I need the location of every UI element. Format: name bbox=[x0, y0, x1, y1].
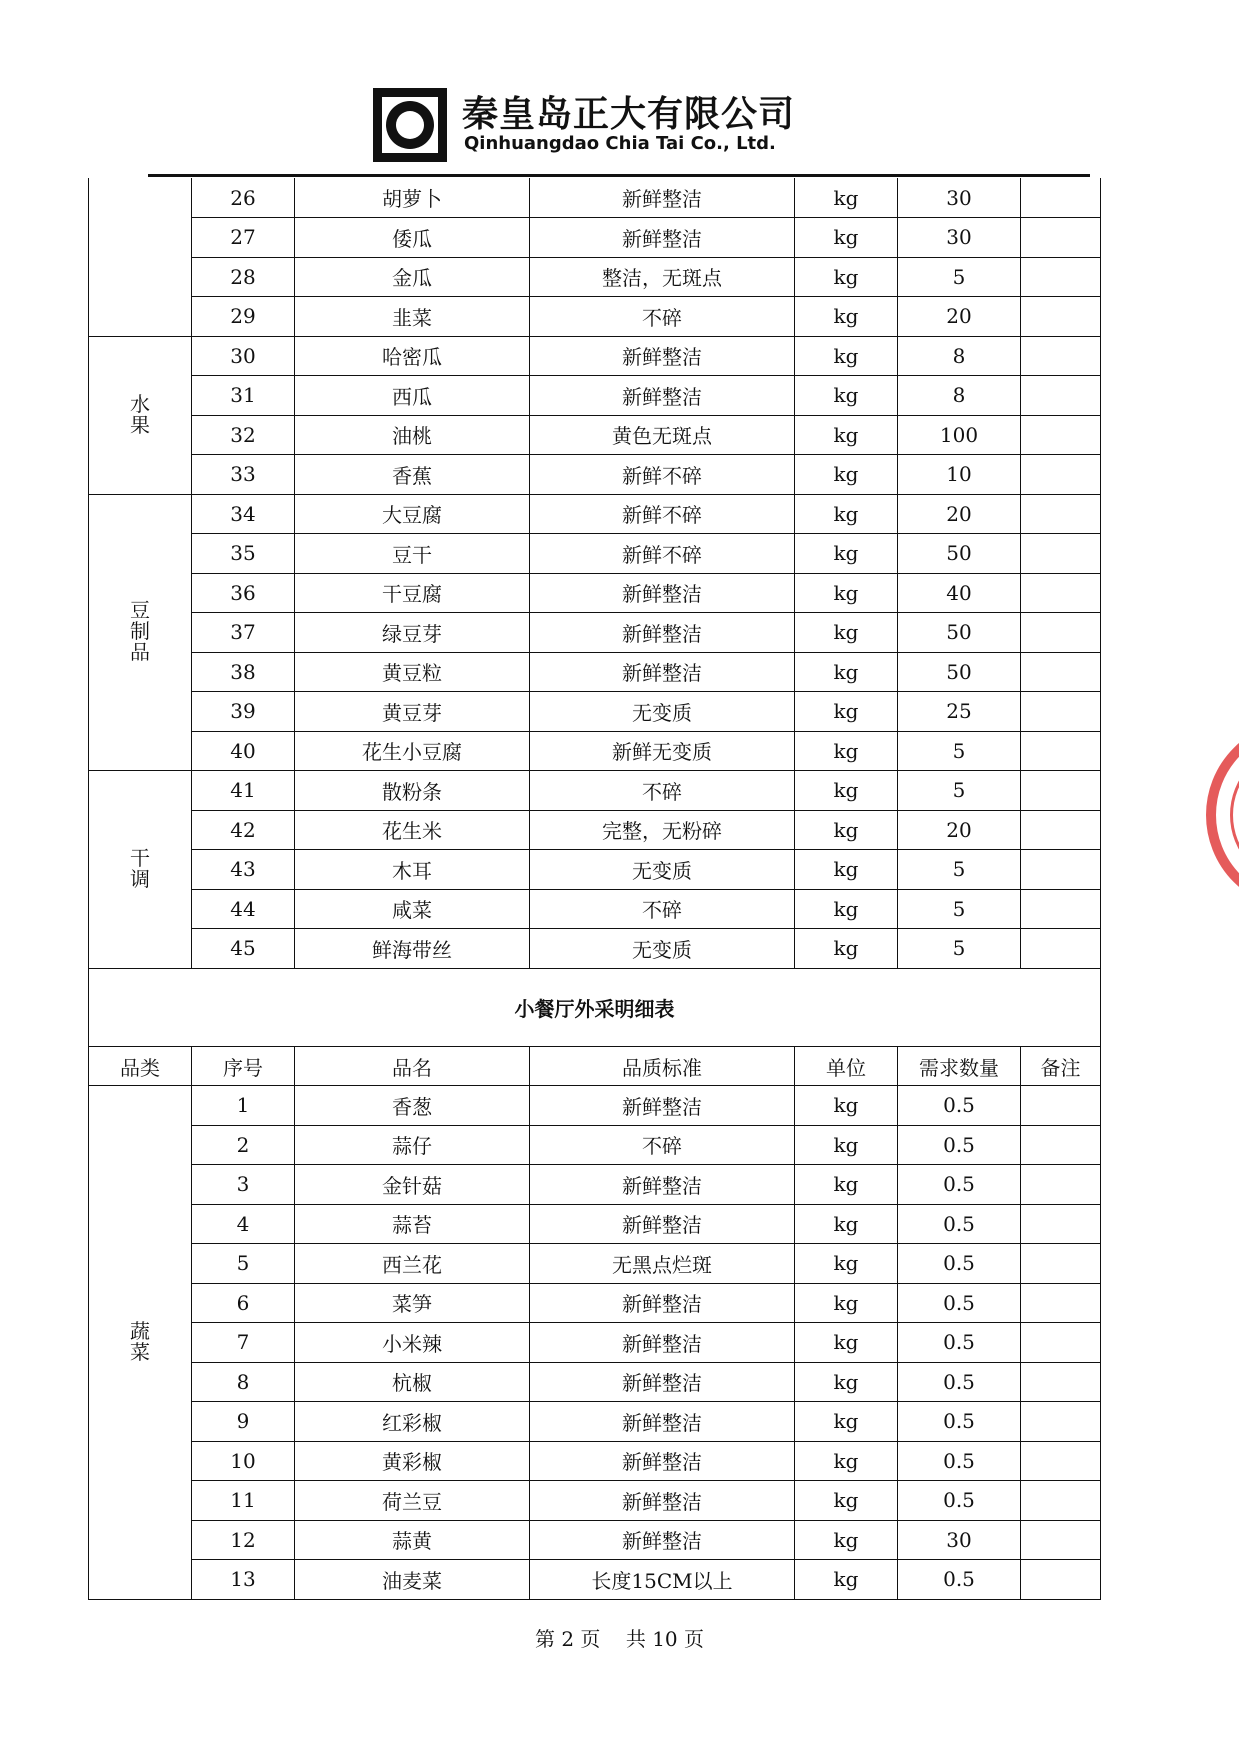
quality-standard: 不碎 bbox=[530, 889, 795, 929]
unit: kg bbox=[795, 1323, 898, 1363]
row-number: 11 bbox=[192, 1481, 295, 1521]
unit: kg bbox=[795, 652, 898, 692]
unit: kg bbox=[795, 1244, 898, 1284]
quality-standard: 新鲜整洁 bbox=[530, 1283, 795, 1323]
quality-standard: 无变质 bbox=[530, 692, 795, 732]
item-name: 蒜苔 bbox=[295, 1204, 530, 1244]
item-name: 小米辣 bbox=[295, 1323, 530, 1363]
table-row bbox=[89, 415, 1101, 455]
row-number: 32 bbox=[192, 415, 295, 455]
required-quantity: 0.5 bbox=[898, 1204, 1021, 1244]
column-header: 序号 bbox=[192, 1047, 295, 1086]
unit: kg bbox=[795, 573, 898, 613]
unit: kg bbox=[795, 613, 898, 653]
item-name: 菜笋 bbox=[295, 1283, 530, 1323]
table-row bbox=[89, 218, 1101, 258]
remark bbox=[1021, 1204, 1101, 1244]
unit: kg bbox=[795, 297, 898, 337]
item-name: 豆干 bbox=[295, 534, 530, 574]
quality-standard: 新鲜整洁 bbox=[530, 1323, 795, 1363]
required-quantity: 20 bbox=[898, 494, 1021, 534]
row-number: 39 bbox=[192, 692, 295, 732]
item-name: 金针菇 bbox=[295, 1165, 530, 1205]
required-quantity: 20 bbox=[898, 810, 1021, 850]
item-name: 黄豆粒 bbox=[295, 652, 530, 692]
table-row bbox=[89, 1125, 1101, 1165]
category-cell bbox=[89, 494, 192, 771]
item-name: 香蕉 bbox=[295, 455, 530, 495]
row-number: 6 bbox=[192, 1283, 295, 1323]
row-number: 30 bbox=[192, 336, 295, 376]
required-quantity: 0.5 bbox=[898, 1402, 1021, 1442]
quality-standard: 新鲜整洁 bbox=[530, 376, 795, 416]
quality-standard: 新鲜整洁 bbox=[530, 1165, 795, 1205]
category-label: 蔬菜 bbox=[130, 1318, 150, 1364]
table-row bbox=[89, 1402, 1101, 1442]
item-name: 咸菜 bbox=[295, 889, 530, 929]
unit: kg bbox=[795, 1362, 898, 1402]
category-label: 水果 bbox=[130, 391, 150, 437]
unit: kg bbox=[795, 771, 898, 811]
remark bbox=[1021, 1481, 1101, 1521]
row-number: 4 bbox=[192, 1204, 295, 1244]
item-name: 哈密瓜 bbox=[295, 336, 530, 376]
remark bbox=[1021, 929, 1101, 969]
quality-standard: 新鲜整洁 bbox=[530, 1086, 795, 1126]
remark bbox=[1021, 178, 1101, 218]
unit: kg bbox=[795, 178, 898, 218]
required-quantity: 50 bbox=[898, 534, 1021, 574]
quality-standard: 新鲜整洁 bbox=[530, 336, 795, 376]
quality-standard: 无变质 bbox=[530, 850, 795, 890]
required-quantity: 0.5 bbox=[898, 1323, 1021, 1363]
table-row bbox=[89, 652, 1101, 692]
table-row bbox=[89, 692, 1101, 732]
unit: kg bbox=[795, 889, 898, 929]
row-number: 34 bbox=[192, 494, 295, 534]
table-row bbox=[89, 257, 1101, 297]
quality-standard: 新鲜不碎 bbox=[530, 534, 795, 574]
row-number: 7 bbox=[192, 1323, 295, 1363]
quality-standard: 无黑点烂斑 bbox=[530, 1244, 795, 1284]
table-row bbox=[89, 613, 1101, 653]
row-number: 2 bbox=[192, 1125, 295, 1165]
required-quantity: 0.5 bbox=[898, 1481, 1021, 1521]
table-row bbox=[89, 1481, 1101, 1521]
quality-standard: 新鲜不碎 bbox=[530, 455, 795, 495]
table-row bbox=[89, 455, 1101, 495]
row-number: 41 bbox=[192, 771, 295, 811]
row-number: 37 bbox=[192, 613, 295, 653]
item-name: 胡萝卜 bbox=[295, 178, 530, 218]
category-label: 豆制品 bbox=[130, 598, 150, 665]
table-row bbox=[89, 1165, 1101, 1205]
header-divider bbox=[148, 174, 1090, 177]
required-quantity: 0.5 bbox=[898, 1125, 1021, 1165]
quality-standard: 完整，无粉碎 bbox=[530, 810, 795, 850]
unit: kg bbox=[795, 692, 898, 732]
unit: kg bbox=[795, 1481, 898, 1521]
table-row bbox=[89, 336, 1101, 376]
row-number: 8 bbox=[192, 1362, 295, 1402]
table-row bbox=[89, 810, 1101, 850]
remark bbox=[1021, 1362, 1101, 1402]
required-quantity: 8 bbox=[898, 376, 1021, 416]
quality-standard: 不碎 bbox=[530, 771, 795, 811]
item-name: 油麦菜 bbox=[295, 1560, 530, 1600]
unit: kg bbox=[795, 810, 898, 850]
required-quantity: 10 bbox=[898, 455, 1021, 495]
unit: kg bbox=[795, 1165, 898, 1205]
required-quantity: 0.5 bbox=[898, 1244, 1021, 1284]
item-name: 花生米 bbox=[295, 810, 530, 850]
remark bbox=[1021, 297, 1101, 337]
table-row bbox=[89, 1441, 1101, 1481]
company-name-en: Qinhuangdao Chia Tai Co., Ltd. bbox=[464, 133, 776, 154]
remark bbox=[1021, 692, 1101, 732]
unit: kg bbox=[795, 218, 898, 258]
table-row bbox=[89, 534, 1101, 574]
quality-standard: 无变质 bbox=[530, 929, 795, 969]
item-name: 鲜海带丝 bbox=[295, 929, 530, 969]
row-number: 43 bbox=[192, 850, 295, 890]
table-row bbox=[89, 1323, 1101, 1363]
item-name: 黄豆芽 bbox=[295, 692, 530, 732]
required-quantity: 25 bbox=[898, 692, 1021, 732]
quality-standard: 新鲜整洁 bbox=[530, 573, 795, 613]
unit: kg bbox=[795, 1560, 898, 1600]
column-header: 单位 bbox=[795, 1047, 898, 1086]
table-row bbox=[89, 494, 1101, 534]
unit: kg bbox=[795, 929, 898, 969]
row-number: 29 bbox=[192, 297, 295, 337]
item-name: 散粉条 bbox=[295, 771, 530, 811]
unit: kg bbox=[795, 534, 898, 574]
required-quantity: 100 bbox=[898, 415, 1021, 455]
unit: kg bbox=[795, 415, 898, 455]
row-number: 10 bbox=[192, 1441, 295, 1481]
item-name: 香葱 bbox=[295, 1086, 530, 1126]
column-header: 品名 bbox=[295, 1047, 530, 1086]
unit: kg bbox=[795, 1402, 898, 1442]
table-row bbox=[89, 731, 1101, 771]
unit: kg bbox=[795, 1086, 898, 1126]
required-quantity: 5 bbox=[898, 257, 1021, 297]
unit: kg bbox=[795, 731, 898, 771]
required-quantity: 5 bbox=[898, 850, 1021, 890]
required-quantity: 5 bbox=[898, 889, 1021, 929]
remark bbox=[1021, 494, 1101, 534]
required-quantity: 40 bbox=[898, 573, 1021, 613]
required-quantity: 0.5 bbox=[898, 1283, 1021, 1323]
remark bbox=[1021, 1125, 1101, 1165]
quality-standard: 不碎 bbox=[530, 1125, 795, 1165]
unit: kg bbox=[795, 1520, 898, 1560]
required-quantity: 0.5 bbox=[898, 1165, 1021, 1205]
remark bbox=[1021, 1165, 1101, 1205]
unit: kg bbox=[795, 257, 898, 297]
required-quantity: 5 bbox=[898, 929, 1021, 969]
table-row bbox=[89, 573, 1101, 613]
item-name: 西瓜 bbox=[295, 376, 530, 416]
required-quantity: 5 bbox=[898, 731, 1021, 771]
item-name: 干豆腐 bbox=[295, 573, 530, 613]
unit: kg bbox=[795, 1283, 898, 1323]
required-quantity: 20 bbox=[898, 297, 1021, 337]
remark bbox=[1021, 613, 1101, 653]
table-row bbox=[89, 1520, 1101, 1560]
remark bbox=[1021, 1323, 1101, 1363]
row-number: 12 bbox=[192, 1520, 295, 1560]
remark bbox=[1021, 652, 1101, 692]
item-name: 黄彩椒 bbox=[295, 1441, 530, 1481]
remark bbox=[1021, 810, 1101, 850]
unit: kg bbox=[795, 1441, 898, 1481]
item-name: 油桃 bbox=[295, 415, 530, 455]
item-name: 金瓜 bbox=[295, 257, 530, 297]
company-logo-mark bbox=[373, 88, 447, 162]
company-name-cn: 秦皇岛正大有限公司 bbox=[462, 94, 796, 135]
item-name: 大豆腐 bbox=[295, 494, 530, 534]
row-number: 44 bbox=[192, 889, 295, 929]
remark bbox=[1021, 1520, 1101, 1560]
item-name: 蒜仔 bbox=[295, 1125, 530, 1165]
row-number: 13 bbox=[192, 1560, 295, 1600]
row-number: 31 bbox=[192, 376, 295, 416]
item-name: 倭瓜 bbox=[295, 218, 530, 258]
remark bbox=[1021, 1441, 1101, 1481]
procurement-table-continued bbox=[88, 178, 1101, 969]
unit: kg bbox=[795, 336, 898, 376]
row-number: 42 bbox=[192, 810, 295, 850]
remark bbox=[1021, 850, 1101, 890]
item-name: 红彩椒 bbox=[295, 1402, 530, 1442]
table-row bbox=[89, 1283, 1101, 1323]
row-number: 45 bbox=[192, 929, 295, 969]
row-number: 28 bbox=[192, 257, 295, 297]
remark bbox=[1021, 376, 1101, 416]
row-number: 36 bbox=[192, 573, 295, 613]
remark bbox=[1021, 534, 1101, 574]
required-quantity: 8 bbox=[898, 336, 1021, 376]
quality-standard: 新鲜整洁 bbox=[530, 1520, 795, 1560]
table-row bbox=[89, 850, 1101, 890]
quality-standard: 黄色无斑点 bbox=[530, 415, 795, 455]
remark bbox=[1021, 218, 1101, 258]
small-restaurant-procurement-table bbox=[88, 968, 1101, 1600]
quality-standard: 新鲜整洁 bbox=[530, 178, 795, 218]
category-cell bbox=[89, 1086, 192, 1600]
column-header: 备注 bbox=[1021, 1047, 1101, 1086]
table-row bbox=[89, 1086, 1101, 1126]
row-number: 9 bbox=[192, 1402, 295, 1442]
unit: kg bbox=[795, 455, 898, 495]
item-name: 木耳 bbox=[295, 850, 530, 890]
row-number: 5 bbox=[192, 1244, 295, 1284]
quality-standard: 整洁，无斑点 bbox=[530, 257, 795, 297]
quality-standard: 新鲜整洁 bbox=[530, 1402, 795, 1442]
required-quantity: 30 bbox=[898, 1520, 1021, 1560]
row-number: 40 bbox=[192, 731, 295, 771]
quality-standard: 新鲜整洁 bbox=[530, 1441, 795, 1481]
row-number: 35 bbox=[192, 534, 295, 574]
required-quantity: 50 bbox=[898, 652, 1021, 692]
category-cell bbox=[89, 178, 192, 336]
remark bbox=[1021, 889, 1101, 929]
required-quantity: 50 bbox=[898, 613, 1021, 653]
item-name: 韭菜 bbox=[295, 297, 530, 337]
table-row bbox=[89, 178, 1101, 218]
required-quantity: 30 bbox=[898, 178, 1021, 218]
item-name: 绿豆芽 bbox=[295, 613, 530, 653]
category-cell bbox=[89, 336, 192, 494]
table-row bbox=[89, 1362, 1101, 1402]
row-number: 27 bbox=[192, 218, 295, 258]
row-number: 26 bbox=[192, 178, 295, 218]
quality-standard: 新鲜整洁 bbox=[530, 1362, 795, 1402]
quality-standard: 新鲜整洁 bbox=[530, 218, 795, 258]
column-header: 品质标准 bbox=[530, 1047, 795, 1086]
item-name: 荷兰豆 bbox=[295, 1481, 530, 1521]
remark bbox=[1021, 1560, 1101, 1600]
company-seal-stamp bbox=[1206, 720, 1239, 910]
quality-standard: 长度15CM以上 bbox=[530, 1560, 795, 1600]
remark bbox=[1021, 415, 1101, 455]
remark bbox=[1021, 1244, 1101, 1284]
remark bbox=[1021, 336, 1101, 376]
item-name: 蒜黄 bbox=[295, 1520, 530, 1560]
item-name: 杭椒 bbox=[295, 1362, 530, 1402]
unit: kg bbox=[795, 376, 898, 416]
required-quantity: 5 bbox=[898, 771, 1021, 811]
row-number: 33 bbox=[192, 455, 295, 495]
quality-standard: 新鲜整洁 bbox=[530, 1204, 795, 1244]
unit: kg bbox=[795, 1204, 898, 1244]
quality-standard: 新鲜不碎 bbox=[530, 494, 795, 534]
unit: kg bbox=[795, 850, 898, 890]
row-number: 38 bbox=[192, 652, 295, 692]
remark bbox=[1021, 455, 1101, 495]
required-quantity: 0.5 bbox=[898, 1441, 1021, 1481]
quality-standard: 不碎 bbox=[530, 297, 795, 337]
table-row bbox=[89, 929, 1101, 969]
item-name: 花生小豆腐 bbox=[295, 731, 530, 771]
column-header: 需求数量 bbox=[898, 1047, 1021, 1086]
required-quantity: 0.5 bbox=[898, 1086, 1021, 1126]
required-quantity: 0.5 bbox=[898, 1560, 1021, 1600]
quality-standard: 新鲜整洁 bbox=[530, 652, 795, 692]
quality-standard: 新鲜整洁 bbox=[530, 613, 795, 653]
column-header: 品类 bbox=[89, 1047, 192, 1086]
required-quantity: 0.5 bbox=[898, 1362, 1021, 1402]
remark bbox=[1021, 771, 1101, 811]
remark bbox=[1021, 1402, 1101, 1442]
page-number-footer: 第 2 页 共 10 页 bbox=[534, 1627, 705, 1651]
remark bbox=[1021, 731, 1101, 771]
quality-standard: 新鲜无变质 bbox=[530, 731, 795, 771]
category-cell bbox=[89, 771, 192, 969]
table-title: 小餐厅外采明细表 bbox=[89, 969, 1101, 1047]
remark bbox=[1021, 257, 1101, 297]
row-number: 3 bbox=[192, 1165, 295, 1205]
required-quantity: 30 bbox=[898, 218, 1021, 258]
quality-standard: 新鲜整洁 bbox=[530, 1481, 795, 1521]
table-row bbox=[89, 771, 1101, 811]
row-number: 1 bbox=[192, 1086, 295, 1126]
category-label: 干调 bbox=[130, 845, 150, 891]
unit: kg bbox=[795, 1125, 898, 1165]
table-row bbox=[89, 1244, 1101, 1284]
item-name: 西兰花 bbox=[295, 1244, 530, 1284]
table-row bbox=[89, 1560, 1101, 1600]
remark bbox=[1021, 573, 1101, 613]
remark bbox=[1021, 1283, 1101, 1323]
remark bbox=[1021, 1086, 1101, 1126]
table-row bbox=[89, 297, 1101, 337]
unit: kg bbox=[795, 494, 898, 534]
table-row bbox=[89, 1204, 1101, 1244]
table-row bbox=[89, 889, 1101, 929]
table-row bbox=[89, 376, 1101, 416]
